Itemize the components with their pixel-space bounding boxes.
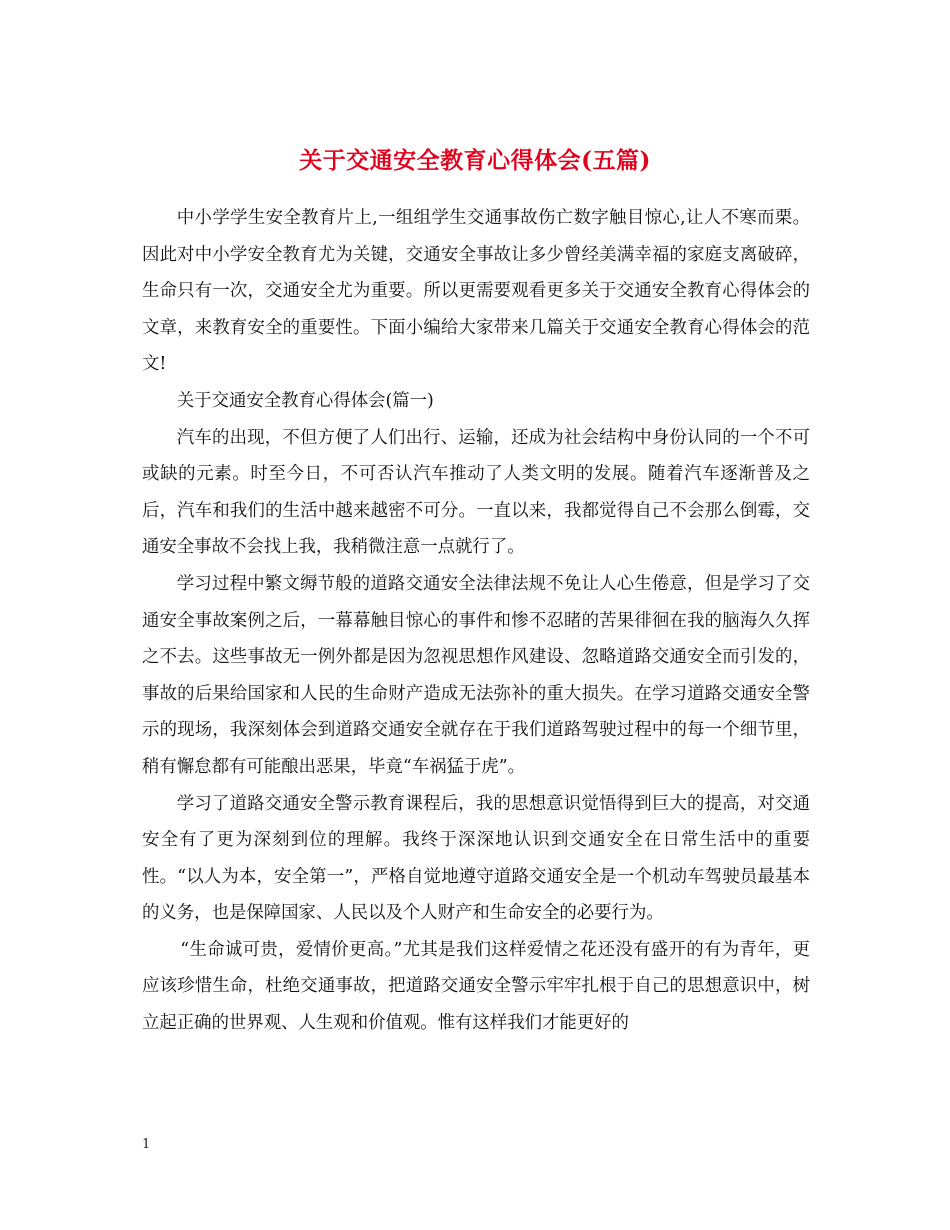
body-paragraph: 学习了道路交通安全警示教育课程后，我的思想意识觉悟得到巨大的提高，对交通安全有了更为深刻到位的理解。我终于深深地认识到交通安全在日常生活中的重要性。“以人为本，安全第一”，严格自觉地遵守道路交通安全是一个机动车驾驶员最基本的义务，也是保障国家、人民以及个人财产和生命安全的必要行为。 xyxy=(142,793,810,924)
body-paragraph: 汽车的出现，不但方便了人们出行、运输，还成为社会结构中身份认同的一个不可或缺的元素。时至今日，不可否认汽车推动了人类文明的发展。随着汽车逐渐普及之后，汽车和我们的生活中越来越密不可分。一直以来，我都觉得自己不会那么倒霉，交通安全事故不会找上我，我稍微注意一点就行了。 xyxy=(142,427,810,558)
document-body xyxy=(142,200,810,1042)
body-paragraph: “生命诚可贵，爱情价更高。”尤其是我们这样爱情之花还没有盛开的有为青年，更应该珍惜生命，杜绝交通事故，把道路交通安全警示牢牢扎根于自己的思想意识中，树立起正确的世界观、人生观和价值观。惟有这样我们才能更好的 xyxy=(142,939,810,1034)
page-number: 1 xyxy=(142,1137,151,1152)
document-title: 关于交通安全教育心得体会(五篇) xyxy=(299,147,651,175)
section-heading: 关于交通安全教育心得体会(篇一) xyxy=(176,390,434,411)
body-paragraph: 学习过程中繁文缛节般的道路交通安全法律法规不免让人心生倦意，但是学习了交通安全事故案例之后，一幕幕触目惊心的事件和惨不忍睹的苦果徘徊在我的脑海久久挥之不去。这些事故无一例外都是因为忽视思想作风建设、忽略道路交通安全而引发的，事故的后果给国家和人民的生命财产造成无法弥补的重大损失。在学习道路交通安全警示的现场，我深刻体会到道路交通安全就存在于我们道路驾驶过程中的每一个细节里，稍有懈怠都有可能酿出恶果，毕竟“车祸猛于虎”。 xyxy=(142,573,810,777)
intro-paragraph: 中小学学生安全教育片上,一组组学生交通事故伤亡数字触目惊心,让人不寒而栗。因此对中小学安全教育尤为关键，交通安全事故让多少曾经美满幸福的家庭支离破碎，生命只有一次，交通安全尤为重要。所以更需要观看更多关于交通安全教育心得体会的文章，来教育安全的重要性。下面小编给大家带来几篇关于交通安全教育心得体会的范文! xyxy=(142,208,810,375)
